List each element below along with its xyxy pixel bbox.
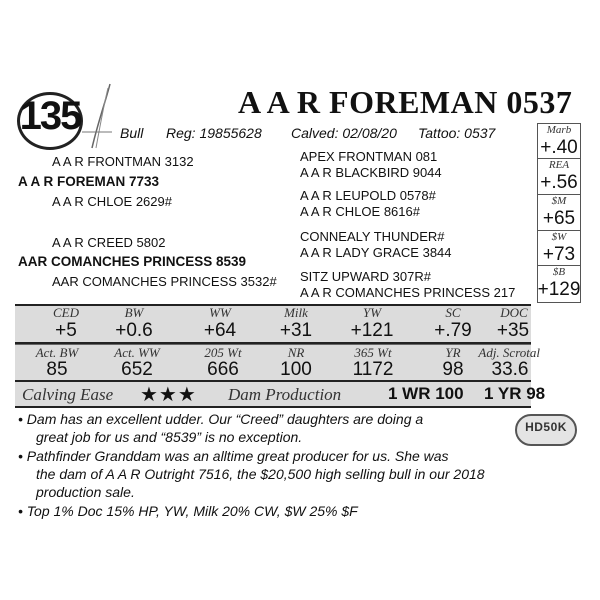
epd-header: DOC <box>500 305 528 320</box>
actuals-header: 365 Wt <box>354 345 392 360</box>
actuals-header: 205 Wt <box>204 345 242 360</box>
pedigree-sd-sire: A A R LEUPOLD 0578# <box>300 188 436 203</box>
pedigree-dd-dam: A A R COMANCHES PRINCESS 217 <box>300 285 516 300</box>
note-line: great job for us and “8539” is no exception. <box>36 429 303 445</box>
side-epd-value: +73 <box>542 244 576 265</box>
pedigree-dam: AAR COMANCHES PRINCESS 8539 <box>18 254 247 269</box>
actuals-header: Act. BW <box>35 345 79 360</box>
epd-value: +5 <box>55 320 77 341</box>
animal-title: A A R FOREMAN 0537 <box>238 84 573 120</box>
epd-value: +.79 <box>434 320 472 341</box>
note-line: • Dam has an excellent udder. Our “Creed” daughters are doing a <box>18 411 424 427</box>
actuals-value: 1172 <box>352 359 394 380</box>
calving-ease-label: Calving Ease <box>22 385 114 404</box>
note-line: the dam of A A R Outright 7516, the $20,500 high selling bull in our 2018 <box>36 466 485 482</box>
pedigree-dam-sire: A A R CREED 5802 <box>52 235 166 250</box>
actuals-value: 33.6 <box>491 359 529 380</box>
pedigree-dam-dam: AAR COMANCHES PRINCESS 3532# <box>52 274 277 289</box>
pedigree-sire: A A R FOREMAN 7733 <box>18 174 160 189</box>
dam-production-yr: 1 YR 98 <box>484 384 546 403</box>
side-epd-label: $M <box>551 195 567 207</box>
pedigree-ss-dam: A A R BLACKBIRD 9044 <box>300 165 442 180</box>
registration-number: Reg: 19855628 <box>166 125 262 141</box>
epd-value: +35 <box>496 320 530 341</box>
actuals-header: YR <box>445 345 461 360</box>
side-epd-value: +129 <box>537 279 581 300</box>
note-line: production sale. <box>36 484 135 500</box>
epd-header: YW <box>362 305 382 320</box>
note-line: • Top 1% Doc 15% HP, YW, Milk 20% CW, $W 25% $F <box>18 503 358 519</box>
epd-header: WW <box>209 305 231 320</box>
epd-value: +121 <box>350 320 394 341</box>
note-line: • Pathfinder Granddam was an alltime great producer for us. She was <box>18 448 449 464</box>
actuals-header: Act. WW <box>114 345 160 360</box>
epd-value: +64 <box>203 320 237 341</box>
epd-header: CED <box>53 305 79 320</box>
pedigree-ds-dam: A A R LADY GRACE 3844 <box>300 245 452 260</box>
side-epd-value: +.40 <box>540 137 578 158</box>
actuals-value: 85 <box>46 359 68 380</box>
calved-date: Calved: 02/08/20 <box>291 125 397 141</box>
lot-number: 135 <box>19 94 81 138</box>
swoosh-icon <box>78 82 118 152</box>
tattoo: Tattoo: 0537 <box>418 125 496 141</box>
side-epd-label: $B <box>552 266 566 278</box>
animal-type: Bull <box>120 125 144 141</box>
pedigree-dd-sire: SITZ UPWARD 307R# <box>300 269 431 284</box>
epd-header: BW <box>124 305 144 320</box>
calving-ease-stars: ★★★ <box>140 382 197 406</box>
epd-value: +31 <box>279 320 313 341</box>
actuals-header: NR <box>287 345 305 360</box>
actuals-value: 666 <box>207 359 239 380</box>
epd-header: SC <box>445 305 461 320</box>
pedigree-ss-sire: APEX FRONTMAN 081 <box>300 149 438 164</box>
pedigree-sire-dam: A A R CHLOE 2629# <box>52 194 172 209</box>
dam-production-wr: 1 WR 100 <box>388 384 464 403</box>
side-epd-label: $W <box>551 231 567 243</box>
dam-production-label: Dam Production <box>228 385 342 404</box>
pedigree-sd-dam: A A R CHLOE 8616# <box>300 204 420 219</box>
side-epd-value: +.56 <box>540 172 578 193</box>
side-epd-label: Marb <box>546 124 572 136</box>
epd-header: Milk <box>284 305 308 320</box>
pedigree-sire-sire: A A R FRONTMAN 3132 <box>52 154 194 169</box>
side-epd-label: REA <box>548 159 570 171</box>
actuals-header: Adj. Scrotal <box>478 345 540 360</box>
actuals-value: 100 <box>280 359 312 380</box>
pedigree-ds-sire: CONNEALY THUNDER# <box>300 229 445 244</box>
actuals-value: 98 <box>442 359 464 380</box>
hd50k-badge-label: HD50K <box>525 420 567 434</box>
actuals-value: 652 <box>121 359 153 380</box>
epd-value: +0.6 <box>115 320 153 341</box>
side-epd-value: +65 <box>542 208 576 229</box>
